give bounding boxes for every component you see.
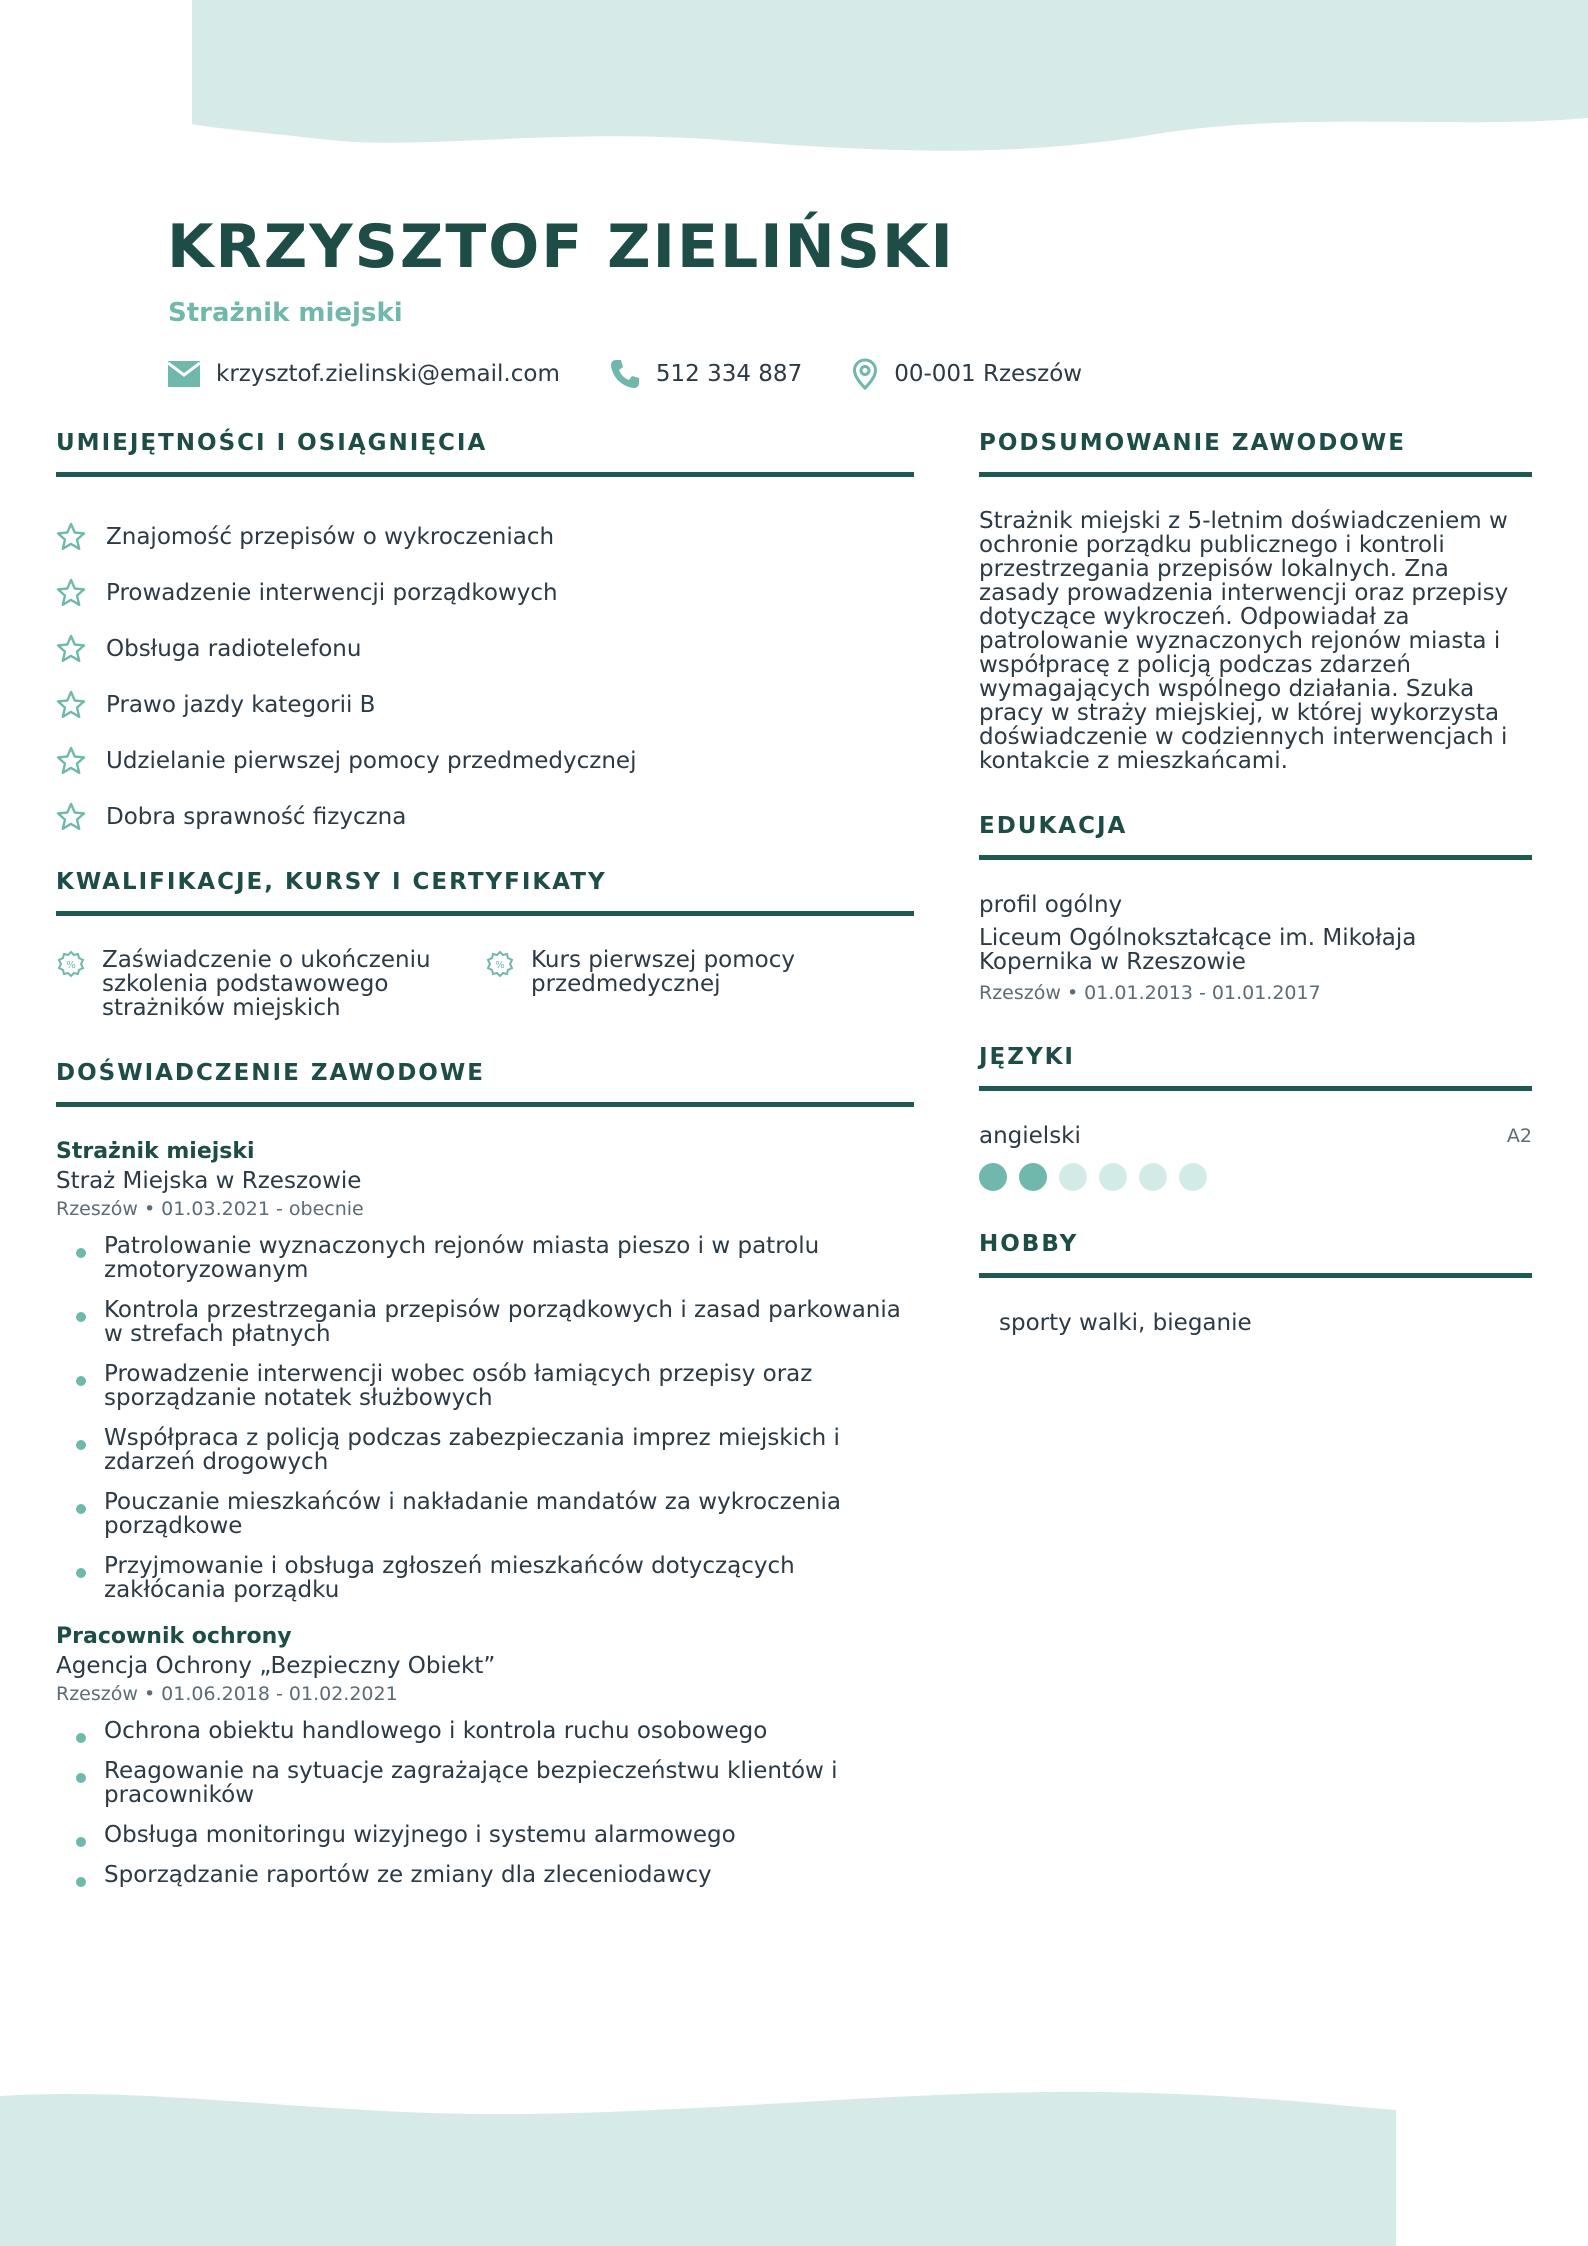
job-role: Pracownik ochrony <box>56 1624 292 1649</box>
skills-section <box>56 430 914 845</box>
proficiency-dot-empty <box>1179 1163 1207 1191</box>
top-wave-decoration <box>0 0 1588 160</box>
proficiency-dot-empty <box>1139 1163 1167 1191</box>
star-icon <box>56 578 86 608</box>
education-heading: EDUKACJA <box>979 813 1532 860</box>
certs-heading: KWALIFIKACJE, KURSY I CERTYFIKATY <box>56 869 914 916</box>
proficiency-dot-empty <box>1099 1163 1127 1191</box>
star-icon <box>56 802 86 832</box>
envelope-icon <box>168 361 200 387</box>
job-entry <box>56 1624 914 1887</box>
phone-text[interactable]: 512 334 887 <box>655 361 803 387</box>
job-meta: Rzeszów • 01.06.2018 - 01.02.2021 <box>56 1683 398 1705</box>
star-icon <box>56 634 86 664</box>
experience-heading: DOŚWIADCZENIE ZAWODOWE <box>56 1060 914 1107</box>
star-icon <box>56 746 86 776</box>
hobby-heading: HOBBY <box>979 1231 1532 1278</box>
job-bullet: Obsługa monitoringu wizyjnego i systemu alarmowego <box>76 1823 914 1847</box>
skills-list <box>56 509 914 845</box>
cert-item: % Kurs pierwszej pomocy przedmedycznej <box>485 948 914 1020</box>
star-icon <box>56 522 86 552</box>
skill-item: Udzielanie pierwszej pomocy przedmedycznej <box>56 733 914 789</box>
languages-heading: JĘZYKI <box>979 1044 1532 1091</box>
svg-text:%: % <box>66 960 76 971</box>
language-proficiency-dots <box>979 1163 1532 1191</box>
summary-heading: PODSUMOWANIE ZAWODOWE <box>979 430 1532 477</box>
language-row <box>979 1123 1532 1149</box>
job-bullet: Prowadzenie interwencji wobec osób łamiących przepisy oraz sporządzanie notatek służbowych <box>76 1362 914 1410</box>
skill-item: Znajomość przepisów o wykroczeniach <box>56 509 914 565</box>
job-bullet: Przyjmowanie i obsługa zgłoszeń mieszkańców dotyczących zakłócania porządku <box>76 1554 914 1602</box>
job-bullet: Ochrona obiektu handlowego i kontrola ruchu osobowego <box>76 1719 914 1743</box>
education-meta: Rzeszów • 01.01.2013 - 01.01.2017 <box>979 982 1321 1004</box>
summary-section <box>979 430 1532 773</box>
cert-item: % Zaświadczenie o ukończeniu szkolenia podstawowego strażników miejskich <box>56 948 485 1020</box>
education-degree: profil ogólny <box>979 892 1123 918</box>
phone-icon <box>610 359 640 389</box>
contact-location <box>852 358 1082 390</box>
language-level: A2 <box>1506 1125 1532 1147</box>
job-bullet: Reagowanie na sytuacje zagrażające bezpieczeństwu klientów i pracowników <box>76 1759 914 1807</box>
skill-item: Obsługa radiotelefonu <box>56 621 914 677</box>
hobby-section <box>979 1231 1532 1336</box>
contact-phone <box>610 359 802 389</box>
skill-item: Dobra sprawność fizyczna <box>56 789 914 845</box>
job-entry <box>56 1139 914 1602</box>
left-column <box>56 430 914 1909</box>
location-text: 00-001 Rzeszów <box>894 361 1083 387</box>
certs-section <box>56 869 914 1020</box>
proficiency-dot-filled <box>979 1163 1007 1191</box>
skill-item: Prowadzenie interwencji porządkowych <box>56 565 914 621</box>
candidate-name: KRZYSZTOF ZIELIŃSKI <box>167 212 955 282</box>
skills-heading: UMIEJĘTNOŚCI I OSIĄGNIĘCIA <box>56 430 914 477</box>
job-company: Agencja Ochrony „Bezpieczny Obiekt” <box>56 1653 496 1679</box>
contact-info <box>168 356 1132 392</box>
hobby-text: sporty walki, bieganie <box>999 1310 1252 1336</box>
job-meta: Rzeszów • 01.03.2021 - obecnie <box>56 1198 364 1220</box>
job-bullet: Patrolowanie wyznaczonych rejonów miasta pieszo i w patrolu zmotoryzowanym <box>76 1234 914 1282</box>
job-bullets <box>56 1719 914 1887</box>
languages-section <box>979 1044 1532 1191</box>
proficiency-dot-empty <box>1059 1163 1087 1191</box>
language-name: angielski <box>979 1123 1081 1149</box>
education-school: Liceum Ogólnokształcące im. Mikołaja Kopernika w Rzeszowie <box>979 925 1417 975</box>
skill-item: Prawo jazdy kategorii B <box>56 677 914 733</box>
job-role: Strażnik miejski <box>56 1139 255 1164</box>
summary-text: Strażnik miejski z 5-letnim doświadczeniem w ochronie porządku publicznego i kontroli przestrzegania przepisów lokalnych. Zna zasady prowadzenia interwencji oraz przepisy dotyczące wykroczeń. Odpowiadał za patrolowanie wyznaczonych rejonów miasta i współpracę z policją podczas zdarzeń wymagających wspólnego działania. Szuka pracy w straży miejskiej, w której wykorzysta doświadczenie w codziennych interwencjach i kontakcie z mieszkańcami. <box>979 508 1509 774</box>
star-icon <box>56 690 86 720</box>
education-section <box>979 813 1532 1004</box>
experience-section <box>56 1060 914 1887</box>
job-bullet: Pouczanie mieszkańców i nakładanie mandatów za wykroczenia porządkowe <box>76 1490 914 1538</box>
contact-email <box>168 361 560 387</box>
certificate-badge-icon <box>485 950 515 980</box>
email-text[interactable]: krzysztof.zielinski@email.com <box>216 361 560 387</box>
right-column <box>979 430 1532 1336</box>
certificate-badge-icon <box>56 950 86 980</box>
job-bullet: Sporządzanie raportów ze zmiany dla zleceniodawcy <box>76 1863 914 1887</box>
job-bullet: Współpraca z policją podczas zabezpieczania imprez miejskich i zdarzeń drogowych <box>76 1426 914 1474</box>
svg-text:%: % <box>495 960 505 971</box>
certs-list <box>56 948 914 1020</box>
location-pin-icon <box>852 358 878 390</box>
proficiency-dot-filled <box>1019 1163 1047 1191</box>
candidate-title: Strażnik miejski <box>168 298 403 328</box>
bottom-wave-decoration <box>0 2086 1588 2246</box>
job-bullets <box>56 1234 914 1602</box>
job-bullet: Kontrola przestrzegania przepisów porządkowych i zasad parkowania w strefach płatnych <box>76 1298 914 1346</box>
job-company: Straż Miejska w Rzeszowie <box>56 1168 362 1194</box>
